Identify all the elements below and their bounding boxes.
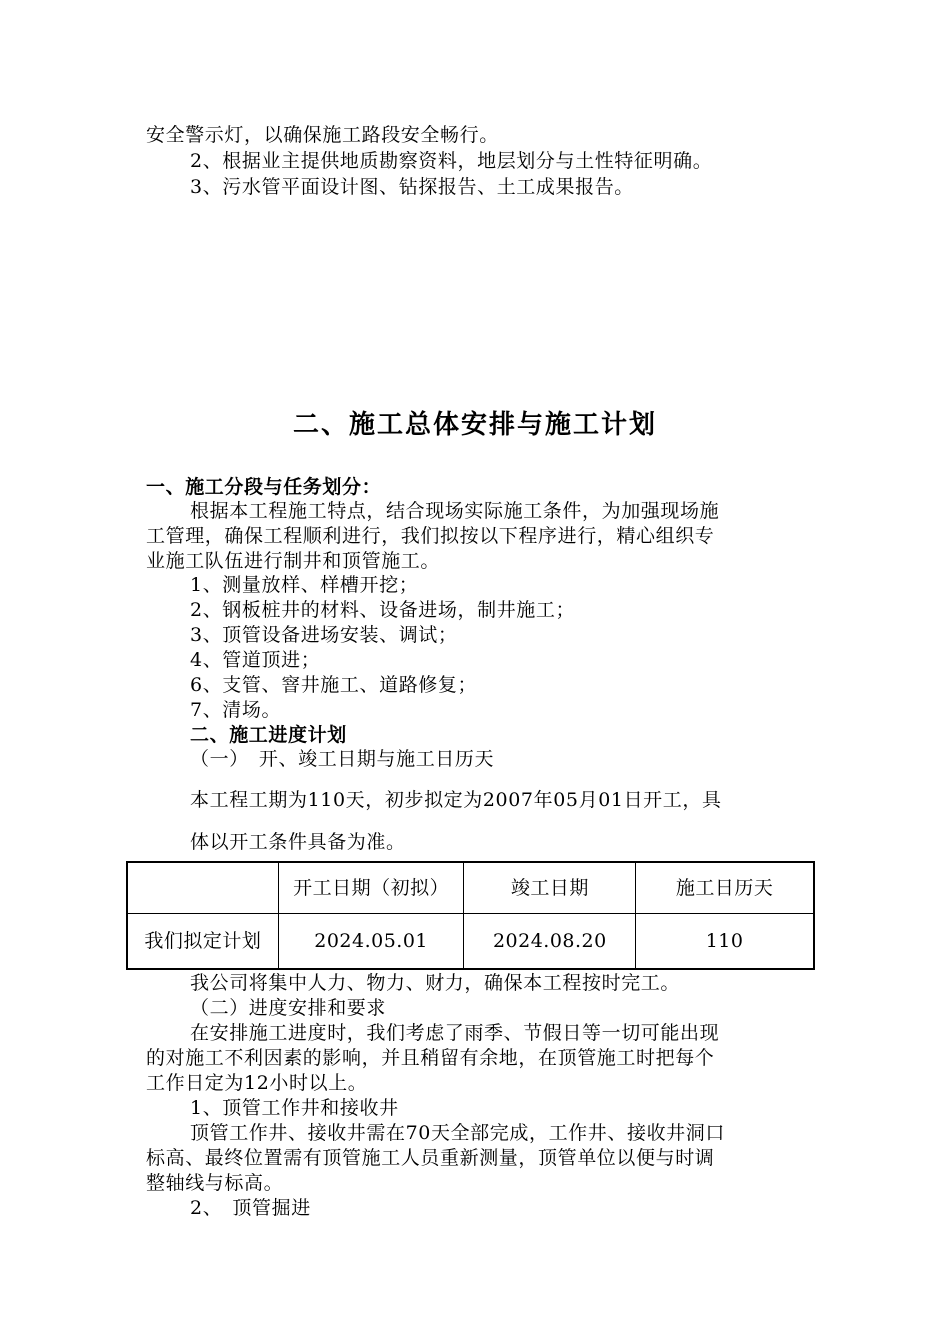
table-cell: 110 bbox=[636, 914, 814, 970]
list-item: 2、 顶管掘进 bbox=[190, 1197, 311, 1219]
table-header-cell bbox=[127, 862, 278, 914]
table-header-cell: 施工日历天 bbox=[636, 862, 814, 914]
table-cell: 2024.08.20 bbox=[464, 914, 636, 970]
paragraph-line: 标高、最终位置需有顶管施工人员重新测量，顶管单位以便与时调 bbox=[146, 1147, 715, 1169]
table-cell: 我们拟定计划 bbox=[127, 914, 278, 970]
paragraph-line: 工管理，确保工程顺利进行，我们拟按以下程序进行，精心组织专 bbox=[146, 525, 715, 547]
section-heading: 一、施工分段与任务划分： bbox=[146, 476, 382, 498]
text-line: 2、根据业主提供地质勘察资料，地层划分与土性特征明确。 bbox=[190, 150, 713, 172]
list-item: 4、管道顶进； bbox=[190, 649, 321, 671]
table-header-cell: 竣工日期 bbox=[464, 862, 636, 914]
list-item: 3、顶管设备进场安装、调试； bbox=[190, 624, 458, 646]
paragraph-line: 整轴线与标高。 bbox=[146, 1172, 284, 1194]
list-item: 1、顶管工作井和接收井 bbox=[190, 1097, 399, 1119]
paragraph-line: 业施工队伍进行制井和顶管施工。 bbox=[146, 550, 441, 572]
paragraph-line: 在安排施工进度时，我们考虑了雨季、节假日等一切可能出现 bbox=[190, 1022, 720, 1044]
subsection-heading: （一） 开、竣工日期与施工日历天 bbox=[190, 748, 495, 770]
paragraph-line: 我公司将集中人力、物力、财力，确保本工程按时完工。 bbox=[190, 972, 681, 994]
subsection-heading: （二）进度安排和要求 bbox=[190, 997, 387, 1019]
schedule-table bbox=[126, 861, 815, 970]
paragraph-line: 体以开工条件具备为准。 bbox=[190, 831, 406, 853]
list-item: 2、钢板桩井的材料、设备进场，制井施工； bbox=[190, 599, 576, 621]
table-header-cell: 开工日期（初拟） bbox=[278, 862, 464, 914]
table-row bbox=[127, 914, 814, 970]
section-heading: 二、施工进度计划 bbox=[190, 724, 347, 746]
paragraph-line: 根据本工程施工特点，结合现场实际施工条件，为加强现场施 bbox=[190, 500, 720, 522]
paragraph-line: 工作日定为12小时以上。 bbox=[146, 1072, 368, 1094]
table-cell: 2024.05.01 bbox=[278, 914, 464, 970]
list-item: 7、清场。 bbox=[190, 699, 282, 721]
list-item: 1、测量放样、样槽开挖； bbox=[190, 574, 419, 596]
paragraph-line: 顶管工作井、接收井需在70天全部完成，工作井、接收井洞口 bbox=[190, 1122, 725, 1144]
paragraph-line: 的对施工不利因素的影响，并且稍留有余地，在顶管施工时把每个 bbox=[146, 1047, 715, 1069]
chapter-title: 二、施工总体安排与施工计划 bbox=[292, 410, 657, 440]
paragraph-line: 本工程工期为110天，初步拟定为2007年05月01日开工，具 bbox=[190, 789, 722, 811]
table-header-row bbox=[127, 862, 814, 914]
text-line: 3、污水管平面设计图、钻探报告、土工成果报告。 bbox=[190, 176, 634, 198]
text-line: 安全警示灯，以确保施工路段安全畅行。 bbox=[146, 124, 499, 146]
list-item: 6、支管、窨井施工、道路修复； bbox=[190, 674, 478, 696]
